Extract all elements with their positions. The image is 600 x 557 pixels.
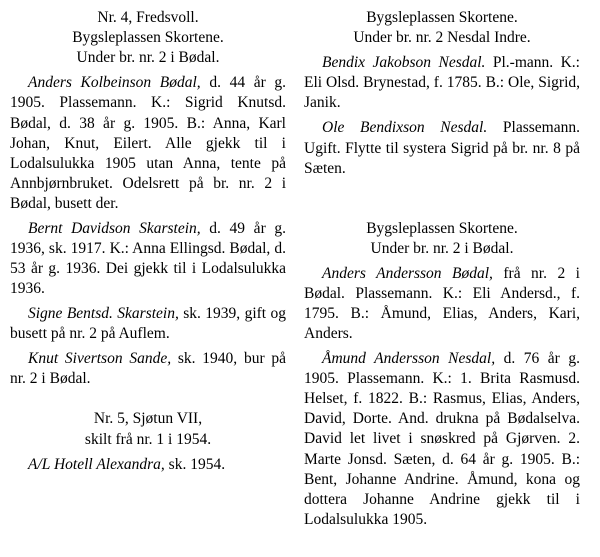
entry-bendix-jakobson-nesdal	[304, 53, 580, 113]
entry-text: d. 76 år g. 1905. Plassemann. K.: 1. Brita Rasmusd. Helset, f. 1822. B.: Rasmus, Elias, Anders, David, Dorte. And. drukna på Bødalselva. David let livet i snøskred på Gjørven. 2. Marte Jonsd. Sæten, d. 64 år g. 1905. B.: Bent, Johanne Andrine. Åmund, kona og dottera Johanne Andrine gjekk til i Lodalsulukka 1905.	[304, 350, 580, 528]
right-column	[304, 8, 580, 557]
person-name: Knut Sivertson Sande,	[28, 350, 172, 368]
heading-line: Bygsleplassen Skortene.	[72, 29, 224, 47]
entry-text: Pl.-mann. K.: Eli Olsd. Brynestad, f. 1785. B.: Ole, Sigrid, Janik.	[304, 54, 580, 112]
entry-amund-andersson-nesdal	[304, 349, 580, 530]
person-name: Signe Bentsd. Skarstein,	[28, 305, 179, 323]
heading-line: Under br. nr. 2 i Bødal.	[370, 239, 514, 257]
heading-line: Under br. nr. 2 i Bødal.	[76, 49, 220, 67]
left-column	[10, 8, 286, 557]
section-heading-nr4	[10, 8, 286, 68]
person-name: Åmund Andersson Nesdal,	[322, 350, 496, 368]
spacer	[304, 179, 580, 219]
person-name: Anders Andersson Bødal,	[322, 264, 493, 282]
section-heading-skortene-bodal	[304, 219, 580, 259]
heading-line: Under br. nr. 2 Nesdal Indre.	[353, 29, 531, 47]
entry-ole-bendixson-nesdal	[304, 118, 580, 178]
heading-line: Bygsleplassen Skortene.	[366, 219, 518, 237]
section-heading-skortene-nesdal	[304, 8, 580, 48]
person-name: Ole Bendixson Nesdal.	[322, 119, 488, 137]
person-name: Anders Kolbeinson Bødal,	[28, 74, 201, 92]
section-heading-nr5	[10, 409, 286, 449]
entry-al-hotell-alexandra	[10, 455, 286, 475]
entry-text: frå nr. 2 i Bødal. Plassemann. K.: Eli Andersd., f. 1795. B.: Åmund, Elias, Anders, Kari, Anders.	[304, 264, 580, 343]
heading-line: Bygsleplassen Skortene.	[366, 9, 518, 26]
entry-bernt-davidson-skarstein	[10, 219, 286, 299]
entry-knut-sivertson-sande	[10, 349, 286, 389]
heading-line: Nr. 4, Fredsvoll.	[97, 9, 199, 26]
person-name: Bendix Jakobson Nesdal.	[322, 54, 486, 72]
heading-line: skilt frå nr. 1 i 1954.	[84, 430, 212, 448]
spacer	[10, 389, 286, 409]
heading-line: Nr. 5, Sjøtun VII,	[93, 410, 203, 428]
entry-text: sk. 1954.	[164, 455, 226, 473]
person-name: A/L Hotell Alexandra,	[28, 455, 165, 473]
entry-text: sk. 1939, gift og busett på nr. 2 på Auflem.	[10, 305, 286, 343]
person-name: Bernt Davidson Skarstein,	[28, 219, 201, 237]
entry-signe-bentsd-skarstein	[10, 304, 286, 344]
entry-text: sk. 1940, bur på nr. 2 i Bødal.	[10, 350, 287, 388]
entry-text: d. 44 år g. 1905. Plassemann. K.: Sigrid Knutsd. Bødal, d. 38 år g. 1905. B.: Anna, Karl Johan, Knut, Eilert. Alle gjekk til i Lodalsulukka 1905 utan Anna, tente på Annbjørnbruket. Odelsrett på br. nr. 2 i Bødal, busett der.	[10, 74, 286, 212]
entry-text: d. 49 år g. 1936, sk. 1917. K.: Anna Ellingsd. Bødal, d. 53 år g. 1936. Dei gjekk til i Lodalsulukka 1936.	[10, 219, 286, 298]
entry-text: Plassemann. Ugift. Flytte til systera Sigrid på br. nr. 8 på Sæten.	[304, 119, 580, 177]
entry-anders-andersson-bodal	[304, 264, 580, 344]
entry-anders-kolbeinson-bodal	[10, 73, 286, 213]
